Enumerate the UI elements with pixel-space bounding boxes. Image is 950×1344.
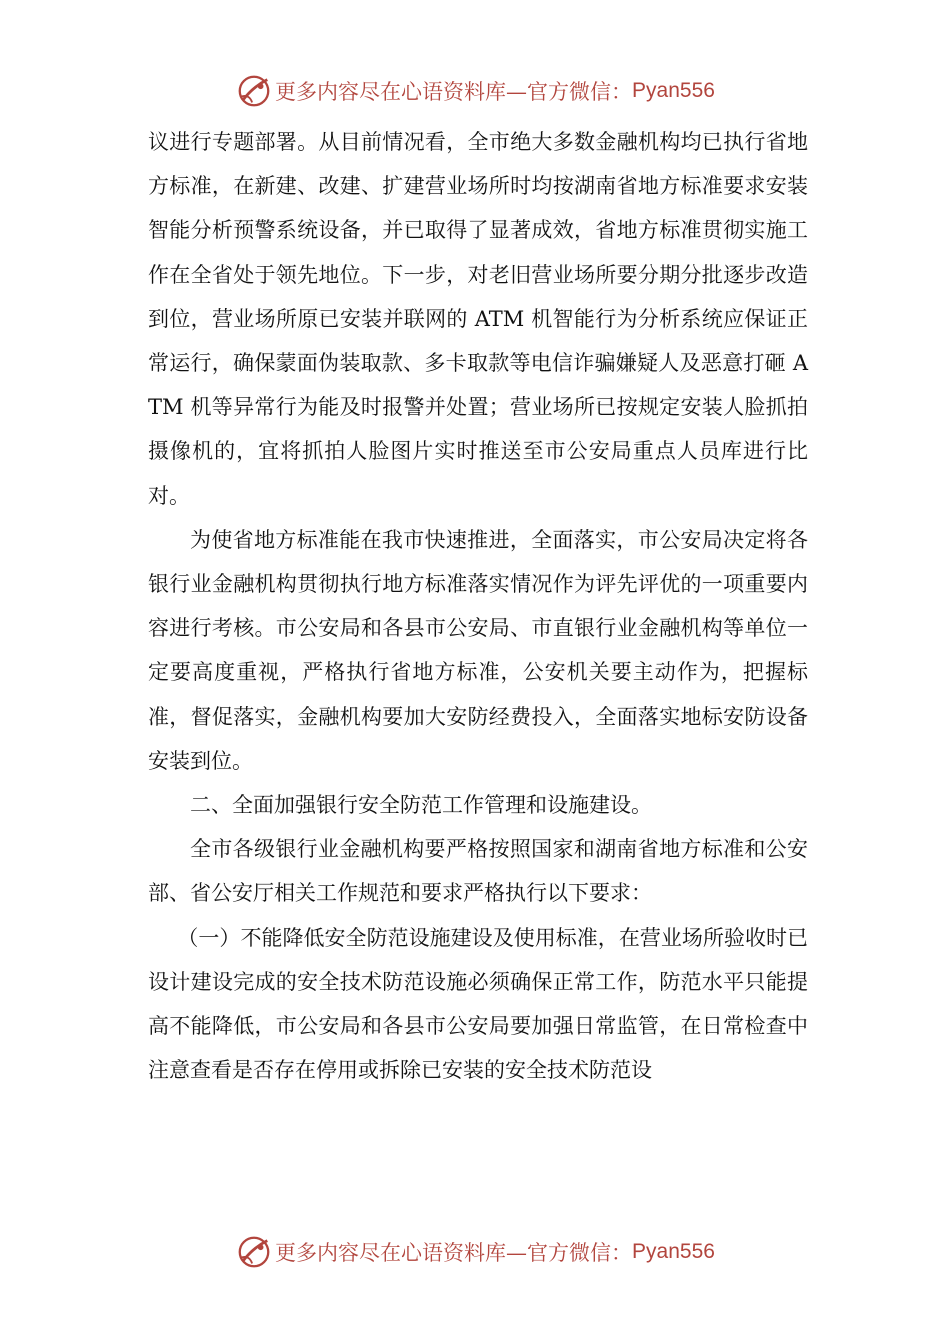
document-body: [148, 120, 808, 1092]
section-heading: 二、全面加强银行安全防范工作管理和设施建设。: [190, 793, 652, 818]
banner-text: 更多内容尽在心语资料库: [275, 1241, 507, 1265]
paragraph: （一）不能降低安全防范设施建设及使用标准，在营业场所验收时已设计建设完成的安全技术防范设施必须确保正常工作，防范水平只能提高不能降低，市公安局和各县市公安局要加强日常监管，在日常检查中注意查看是否存在停用或拆除已安装的安全技术防范设: [148, 925, 808, 1083]
header-banner: [0, 72, 950, 110]
footer-banner: [0, 1233, 950, 1271]
paragraph: 为使省地方标准能在我市快速推进，全面落实，市公安局决定将各银行业金融机构贯彻执行地方标准落实情况作为评先评优的一项重要内容进行考核。市公安局和各县市公安局、市直银行业金融机构等单位一定要高度重视，严格执行省地方标准，公安机关要主动作为，把握标准，督促落实，金融机构要加大安防经费投入，全面落实地标安防设备安装到位。: [148, 527, 808, 773]
logo-icon: [235, 72, 273, 110]
banner-text: 更多内容尽在心语资料库: [275, 80, 507, 104]
banner-handle: Pyan556: [632, 1240, 715, 1263]
logo-icon: [235, 1233, 273, 1271]
paragraph: 议进行专题部署。从目前情况看，全市绝大多数金融机构均已执行省地方标准，在新建、改建、扩建营业场所时均按湖南省地方标准要求安装智能分析预警系统设备，并已取得了显著成效，省地方标准贯彻实施工作在全省处于领先地位。下一步，对老旧营业场所要分期分批逐步改造到位，营业场所原已安装并联网的 ATM 机智能行为分析系统应保证正常运行，确保蒙面伪装取款、多卡取款等电信诈骗嫌疑人及恶意打砸 ATM 机等异常行为能及时报警并处置；营业场所已按规定安装人脸抓拍摄像机的，宜将抓拍人脸图片实时推送至市公安局重点人员库进行比对。: [148, 130, 808, 508]
banner-handle: Pyan556: [632, 79, 715, 102]
banner-separator: —官方微信：: [506, 1241, 633, 1265]
paragraph: 全市各级银行业金融机构要严格按照国家和湖南省地方标准和公安部、省公安厅相关工作规范和要求严格执行以下要求：: [148, 837, 808, 906]
banner-separator: —官方微信：: [506, 80, 633, 104]
